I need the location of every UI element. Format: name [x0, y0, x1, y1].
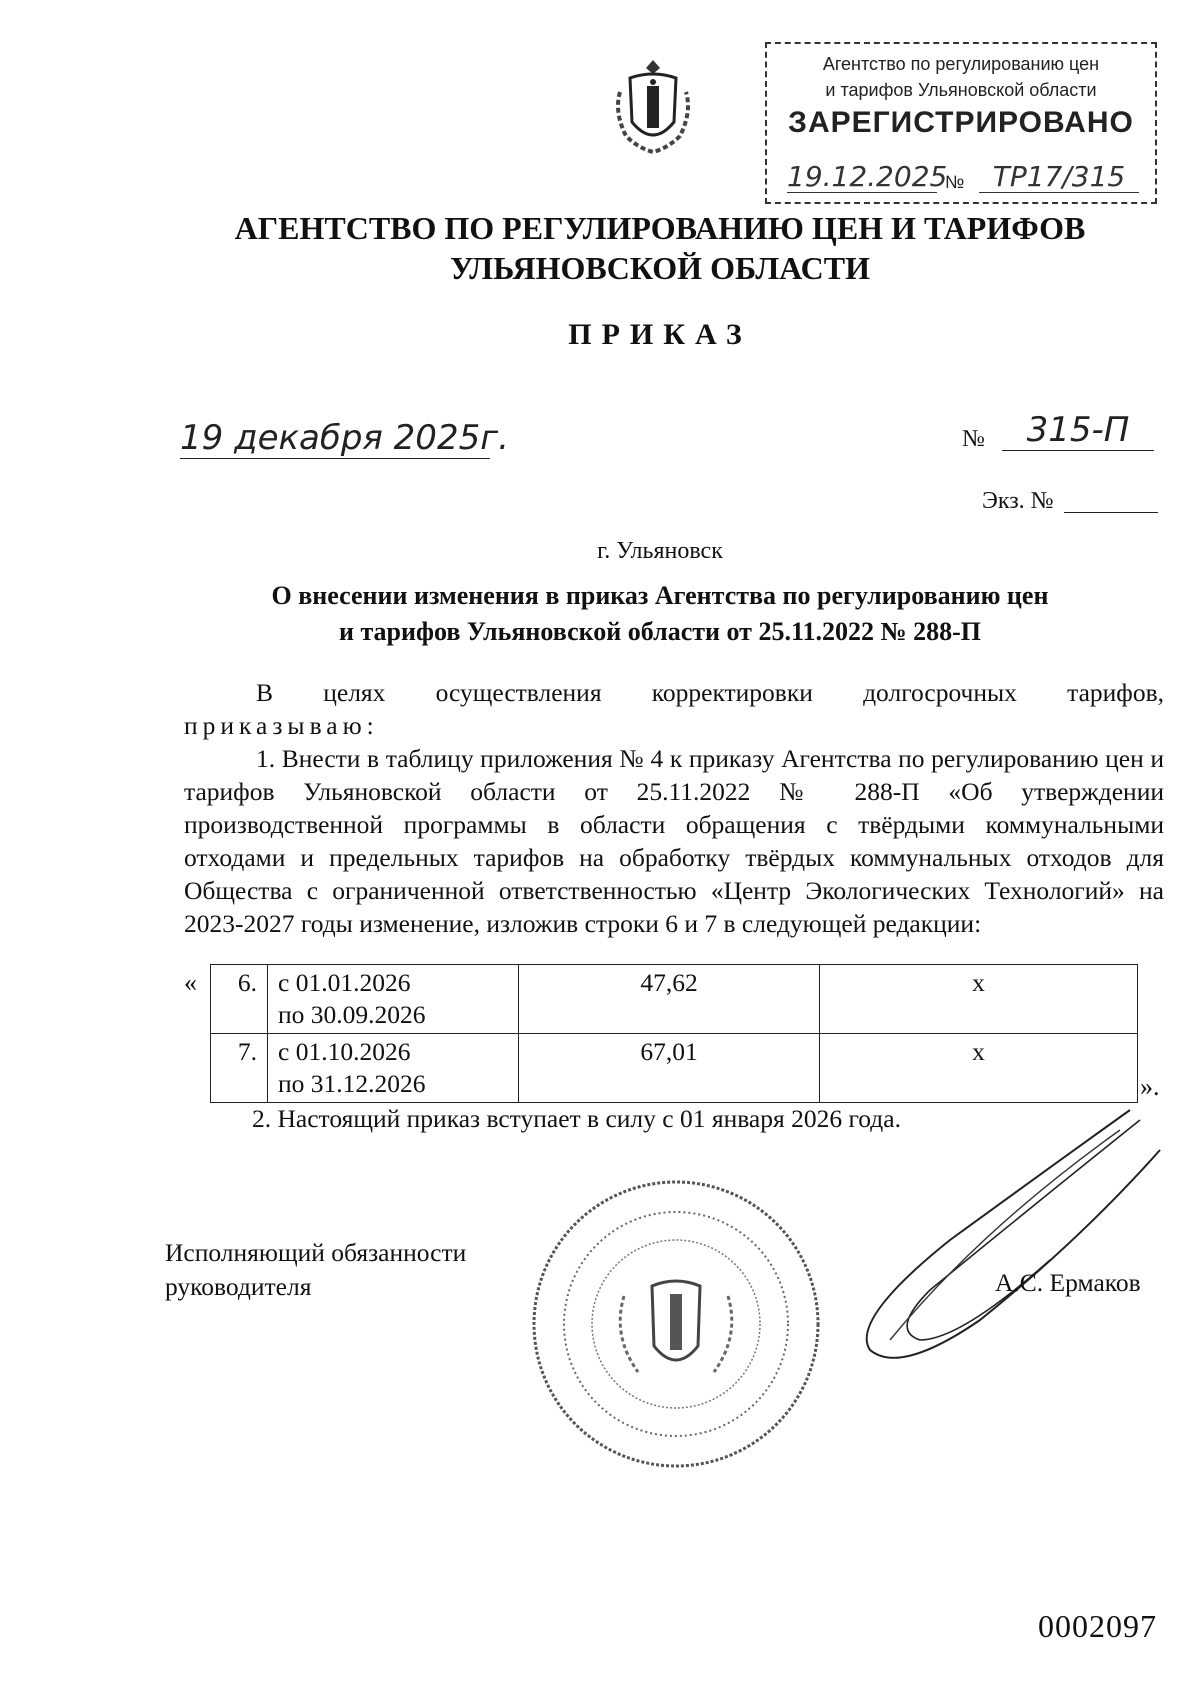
- stamp-agency-line1: Агентство по регулированию цен: [822, 54, 1100, 74]
- row-number: 6.: [211, 965, 268, 1034]
- row-extra: х: [820, 1034, 1138, 1103]
- row-extra: х: [820, 965, 1138, 1034]
- table-row: [211, 965, 1138, 1034]
- handwritten-signature: [830, 1090, 1170, 1380]
- period-start: с 01.01.2026: [278, 968, 411, 997]
- period-end: по 30.09.2026: [278, 1000, 426, 1029]
- signatory-position: [165, 1236, 466, 1304]
- intro-paragraph: В целях осуществления корректировки долгосрочных тарифов,: [256, 678, 1164, 707]
- row-period: [268, 965, 519, 1034]
- agency-title-line2: УЛЬЯНОВСКОЙ ОБЛАСТИ: [449, 250, 871, 286]
- row-tariff: 47,62: [519, 965, 820, 1034]
- document-serial-number: 0002097: [1038, 1608, 1157, 1644]
- subject-line2: и тарифов Ульяновской области от 25.11.2022 № 288-П: [338, 617, 982, 646]
- stamp-number-label: №: [945, 172, 965, 192]
- copy-number-blank: [1064, 512, 1158, 513]
- row-tariff: 67,01: [519, 1034, 820, 1103]
- subject-line1: О внесении изменения в приказ Агентства по регулированию цен: [271, 581, 1049, 610]
- position-line1: Исполняющий обязанности: [165, 1238, 467, 1267]
- period-start: с 01.10.2026: [278, 1037, 411, 1066]
- quote-open: «: [184, 968, 197, 997]
- order-subject: [150, 578, 1170, 650]
- tariff-table: [210, 964, 1138, 1103]
- coat-of-arms-emblem: [608, 52, 698, 156]
- official-seal: [528, 1176, 824, 1472]
- position-line2: руководителя: [165, 1272, 312, 1301]
- row-period: [268, 1034, 519, 1103]
- stamp-agency-line2: и тарифов Ульяновской области: [825, 80, 1097, 100]
- copy-number-label: Экз. №: [982, 488, 1054, 514]
- city: г. Ульяновск: [597, 538, 723, 564]
- stamp-date: 19.12.2025: [787, 160, 948, 193]
- registration-stamp: [765, 42, 1157, 204]
- document-type: ПРИКАЗ: [568, 318, 752, 351]
- agency-title: [150, 208, 1170, 288]
- order-number: 315-П: [1002, 410, 1154, 451]
- item-2-paragraph: 2. Настоящий приказ вступает в силу с 01 января 2026 года.: [252, 1104, 901, 1133]
- agency-title-line1: АГЕНТСТВО ПО РЕГУЛИРОВАНИЮ ЦЕН И ТАРИФОВ: [234, 210, 1086, 246]
- order-number-label: №: [962, 426, 985, 452]
- stamp-status: ЗАРЕГИСТРИРОВАНО: [788, 106, 1134, 139]
- period-end: по 31.12.2026: [278, 1069, 426, 1098]
- row-number: 7.: [211, 1034, 268, 1103]
- quote-close: ».: [1140, 1072, 1160, 1101]
- item-1-paragraph: 1. Внести в таблицу приложения № 4 к приказу Агентства по регулированию цен и тарифов Ульяновской области от 25.11.2022 № 288-П «Об утверждении производственной программы в области обращения с твёрдыми коммунальными отходами и предельных тарифов на обработку твёрдых коммунальных отходов для Общества с ограниченной ответственностью «Центр Экологических Технологий» на 2023-2027 годы изменение, изложив строки 6 и 7 в следующей редакции:: [184, 744, 1164, 938]
- order-date: 19 декабря 2025г.: [180, 418, 509, 458]
- decree-word: приказываю:: [184, 711, 379, 740]
- stamp-number: ТР17/315: [979, 162, 1139, 193]
- signatory-name: А.С. Ермаков: [995, 1268, 1141, 1297]
